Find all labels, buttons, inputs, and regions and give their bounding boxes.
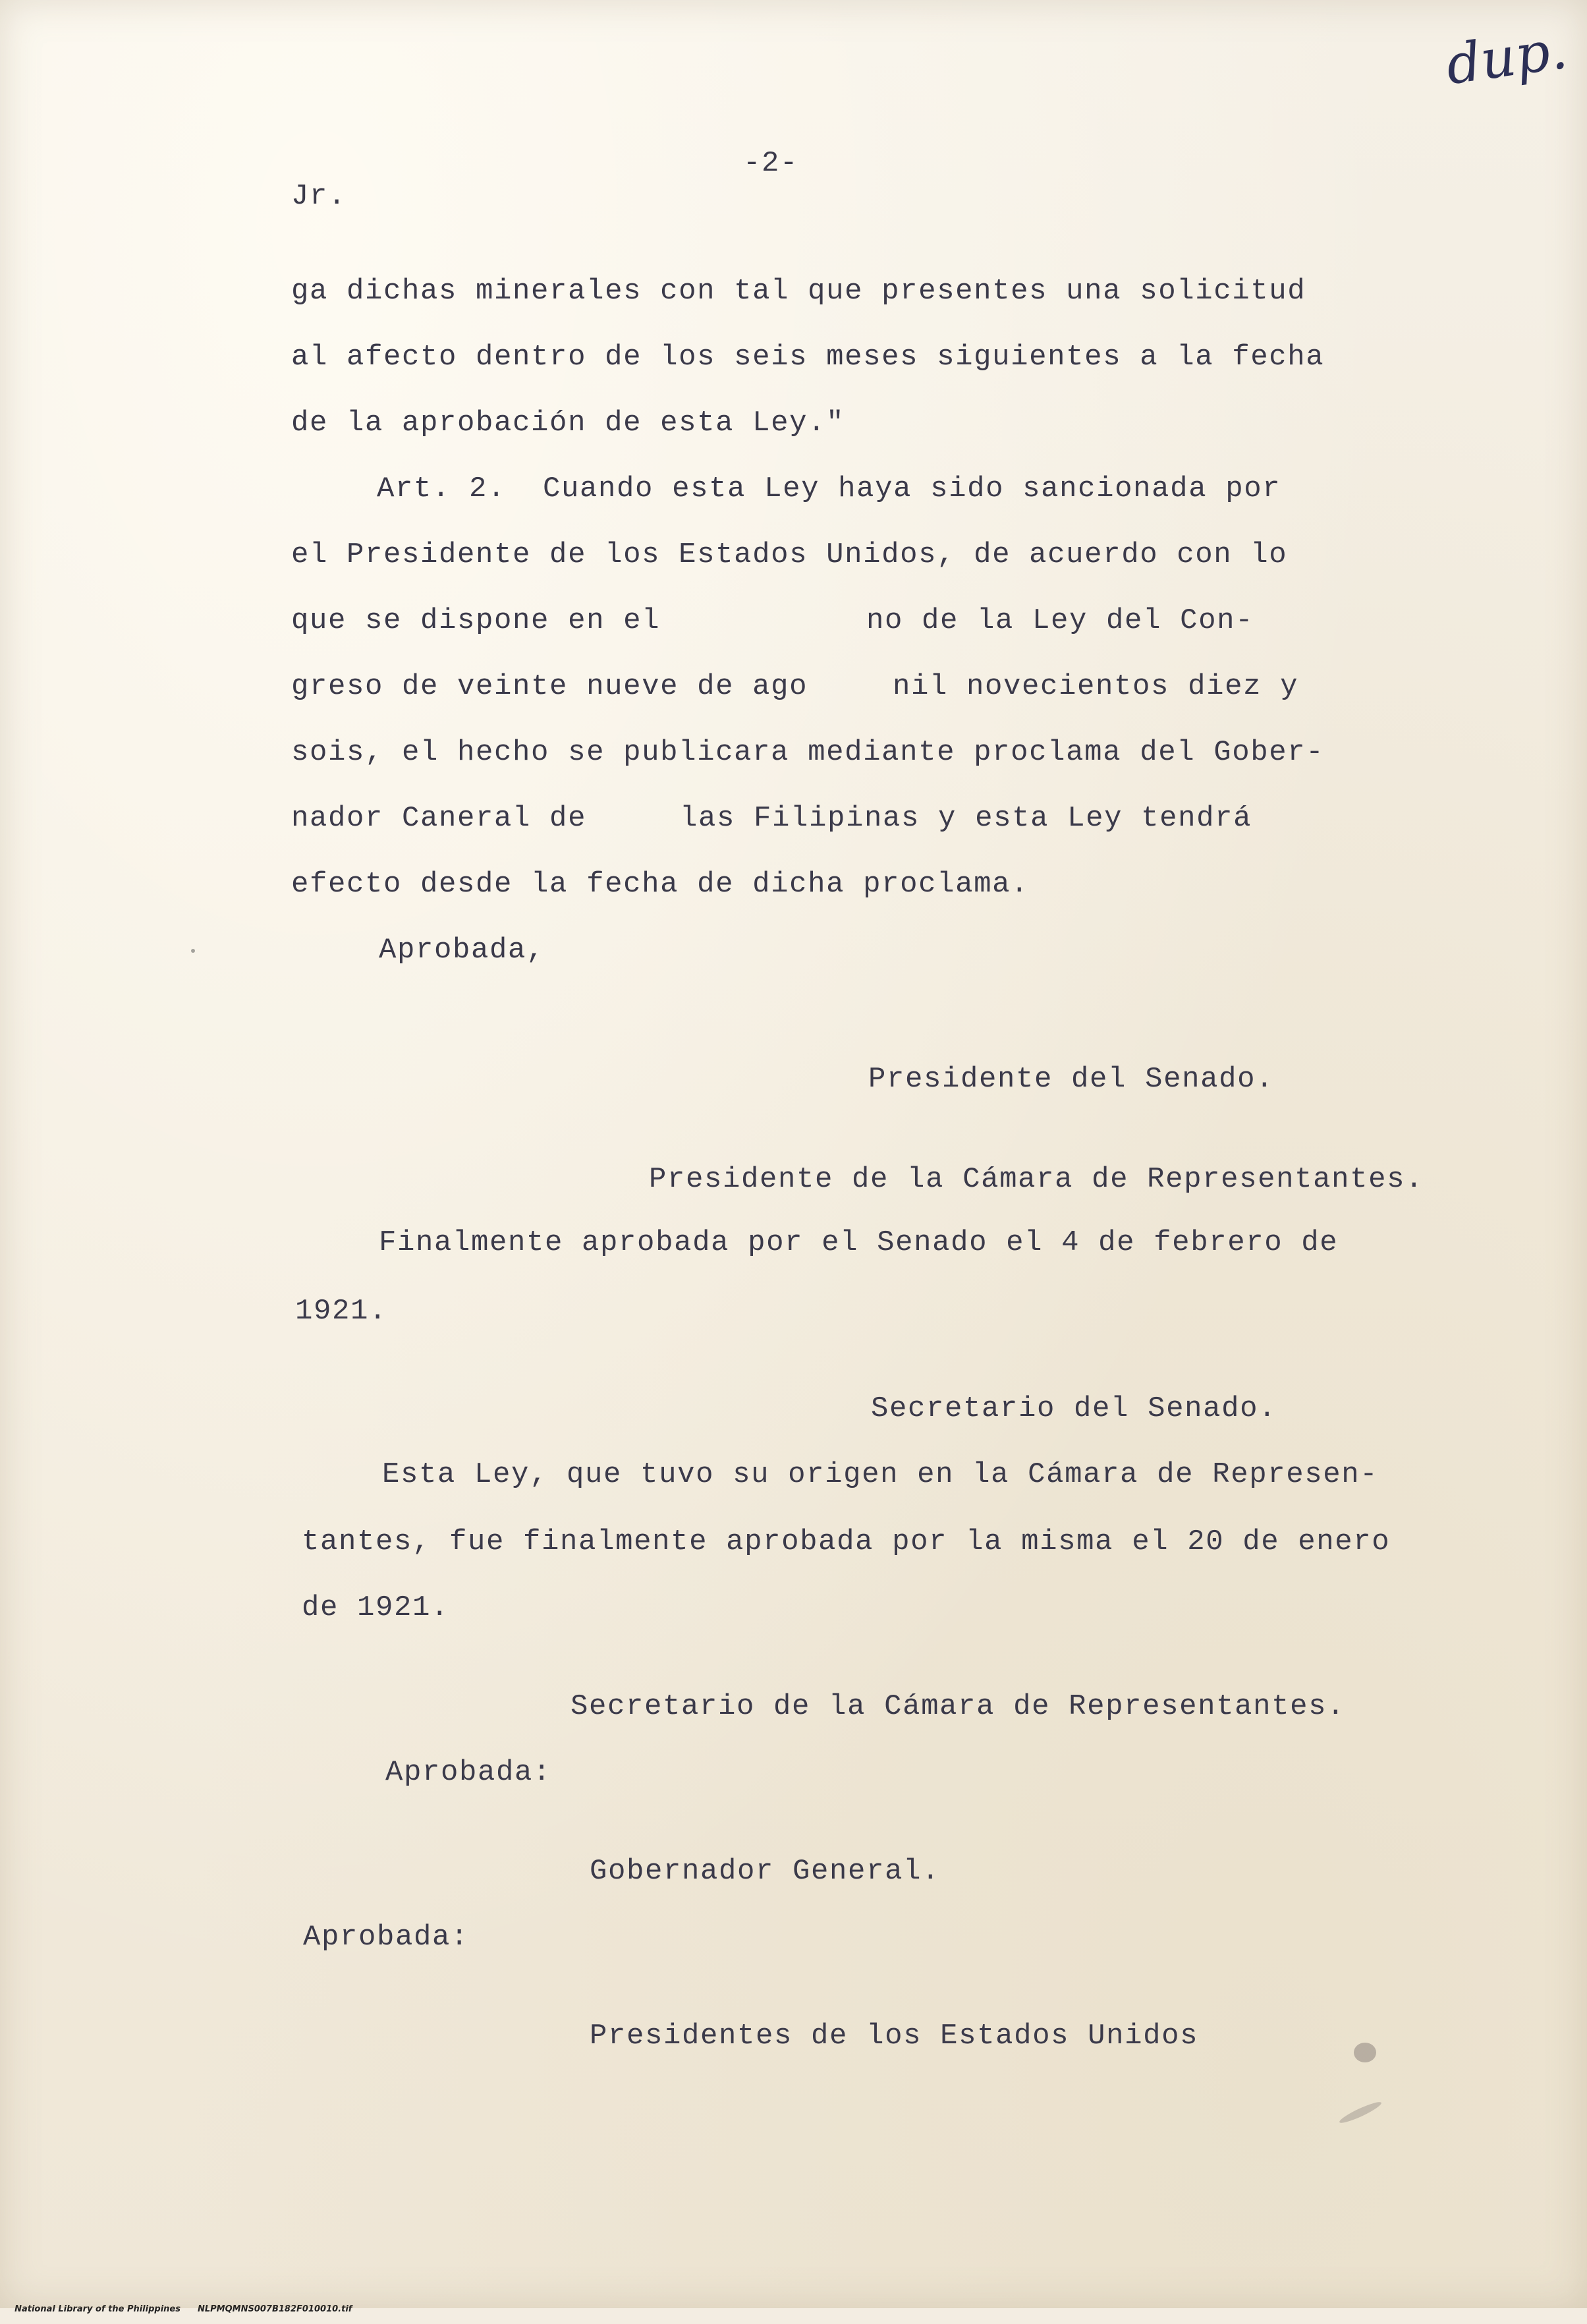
- body-line: nador Caneral de: [291, 802, 587, 835]
- body-line: Aprobada,: [379, 934, 545, 967]
- house-speaker-label: Presidente de la Cámara de Representantes.: [649, 1163, 1424, 1196]
- house-secretary-label: Secretario de la Cámara de Representantes.: [571, 1690, 1346, 1723]
- body-line: ga dichas minerales con tal que presentes una solicitud: [291, 275, 1306, 308]
- file-id-label: NLPMQMNS007B182F010010.tif: [197, 2304, 352, 2314]
- paper-stain: [191, 949, 195, 953]
- paper-stain: [1354, 2043, 1376, 2062]
- house-origin-text: Esta Ley, que tuvo su origen en la Cámara de Represen-: [382, 1458, 1379, 1491]
- scan-footer: [3, 2294, 369, 2324]
- senate-approval-year: 1921.: [295, 1295, 388, 1328]
- senate-approval-text: Finalmente aprobada por el Senado el 4 de febrero de: [379, 1226, 1339, 1259]
- governor-general-label: Gobernador General.: [590, 1855, 941, 1888]
- body-line: no de la Ley del Con-: [866, 604, 1254, 637]
- body-line: efecto desde la fecha de dicha proclama.: [291, 868, 1030, 901]
- senate-president-label: Presidente del Senado.: [868, 1063, 1275, 1096]
- house-origin-text: tantes, fue finalmente aprobada por la misma el 20 de enero: [302, 1525, 1391, 1558]
- us-president-label: Presidentes de los Estados Unidos: [590, 2020, 1199, 2053]
- body-line: las Filipinas y esta Ley tendrá: [680, 802, 1252, 835]
- body-line: el Presidente de los Estados Unidos, de acuerdo con lo: [291, 538, 1288, 571]
- house-origin-year: de 1921.: [302, 1591, 450, 1624]
- page-number: -2-: [743, 147, 799, 180]
- body-line: que se dispone en el: [291, 604, 661, 637]
- body-line: greso de veinte nueve de ago: [291, 670, 808, 703]
- header-initial: Jr.: [291, 180, 347, 213]
- body-line: sois, el hecho se publicara mediante proclama del Gober-: [291, 736, 1325, 769]
- body-line: al afecto dentro de los seis meses siguientes a la fecha: [291, 341, 1325, 374]
- handwritten-note: dup.: [1442, 18, 1571, 98]
- approved-label-1: Aprobada:: [385, 1756, 552, 1789]
- body-line: Art. 2. Cuando esta Ley haya sido sancionada por: [377, 472, 1281, 505]
- body-line: de la aprobación de esta Ley.": [291, 407, 845, 439]
- paper-stain: [1338, 2099, 1383, 2126]
- senate-secretary-label: Secretario del Senado.: [871, 1392, 1277, 1425]
- body-line: nil novecientos diez y: [893, 670, 1299, 703]
- approved-label-2: Aprobada:: [303, 1921, 470, 1954]
- library-label: National Library of the Philippines: [14, 2304, 181, 2314]
